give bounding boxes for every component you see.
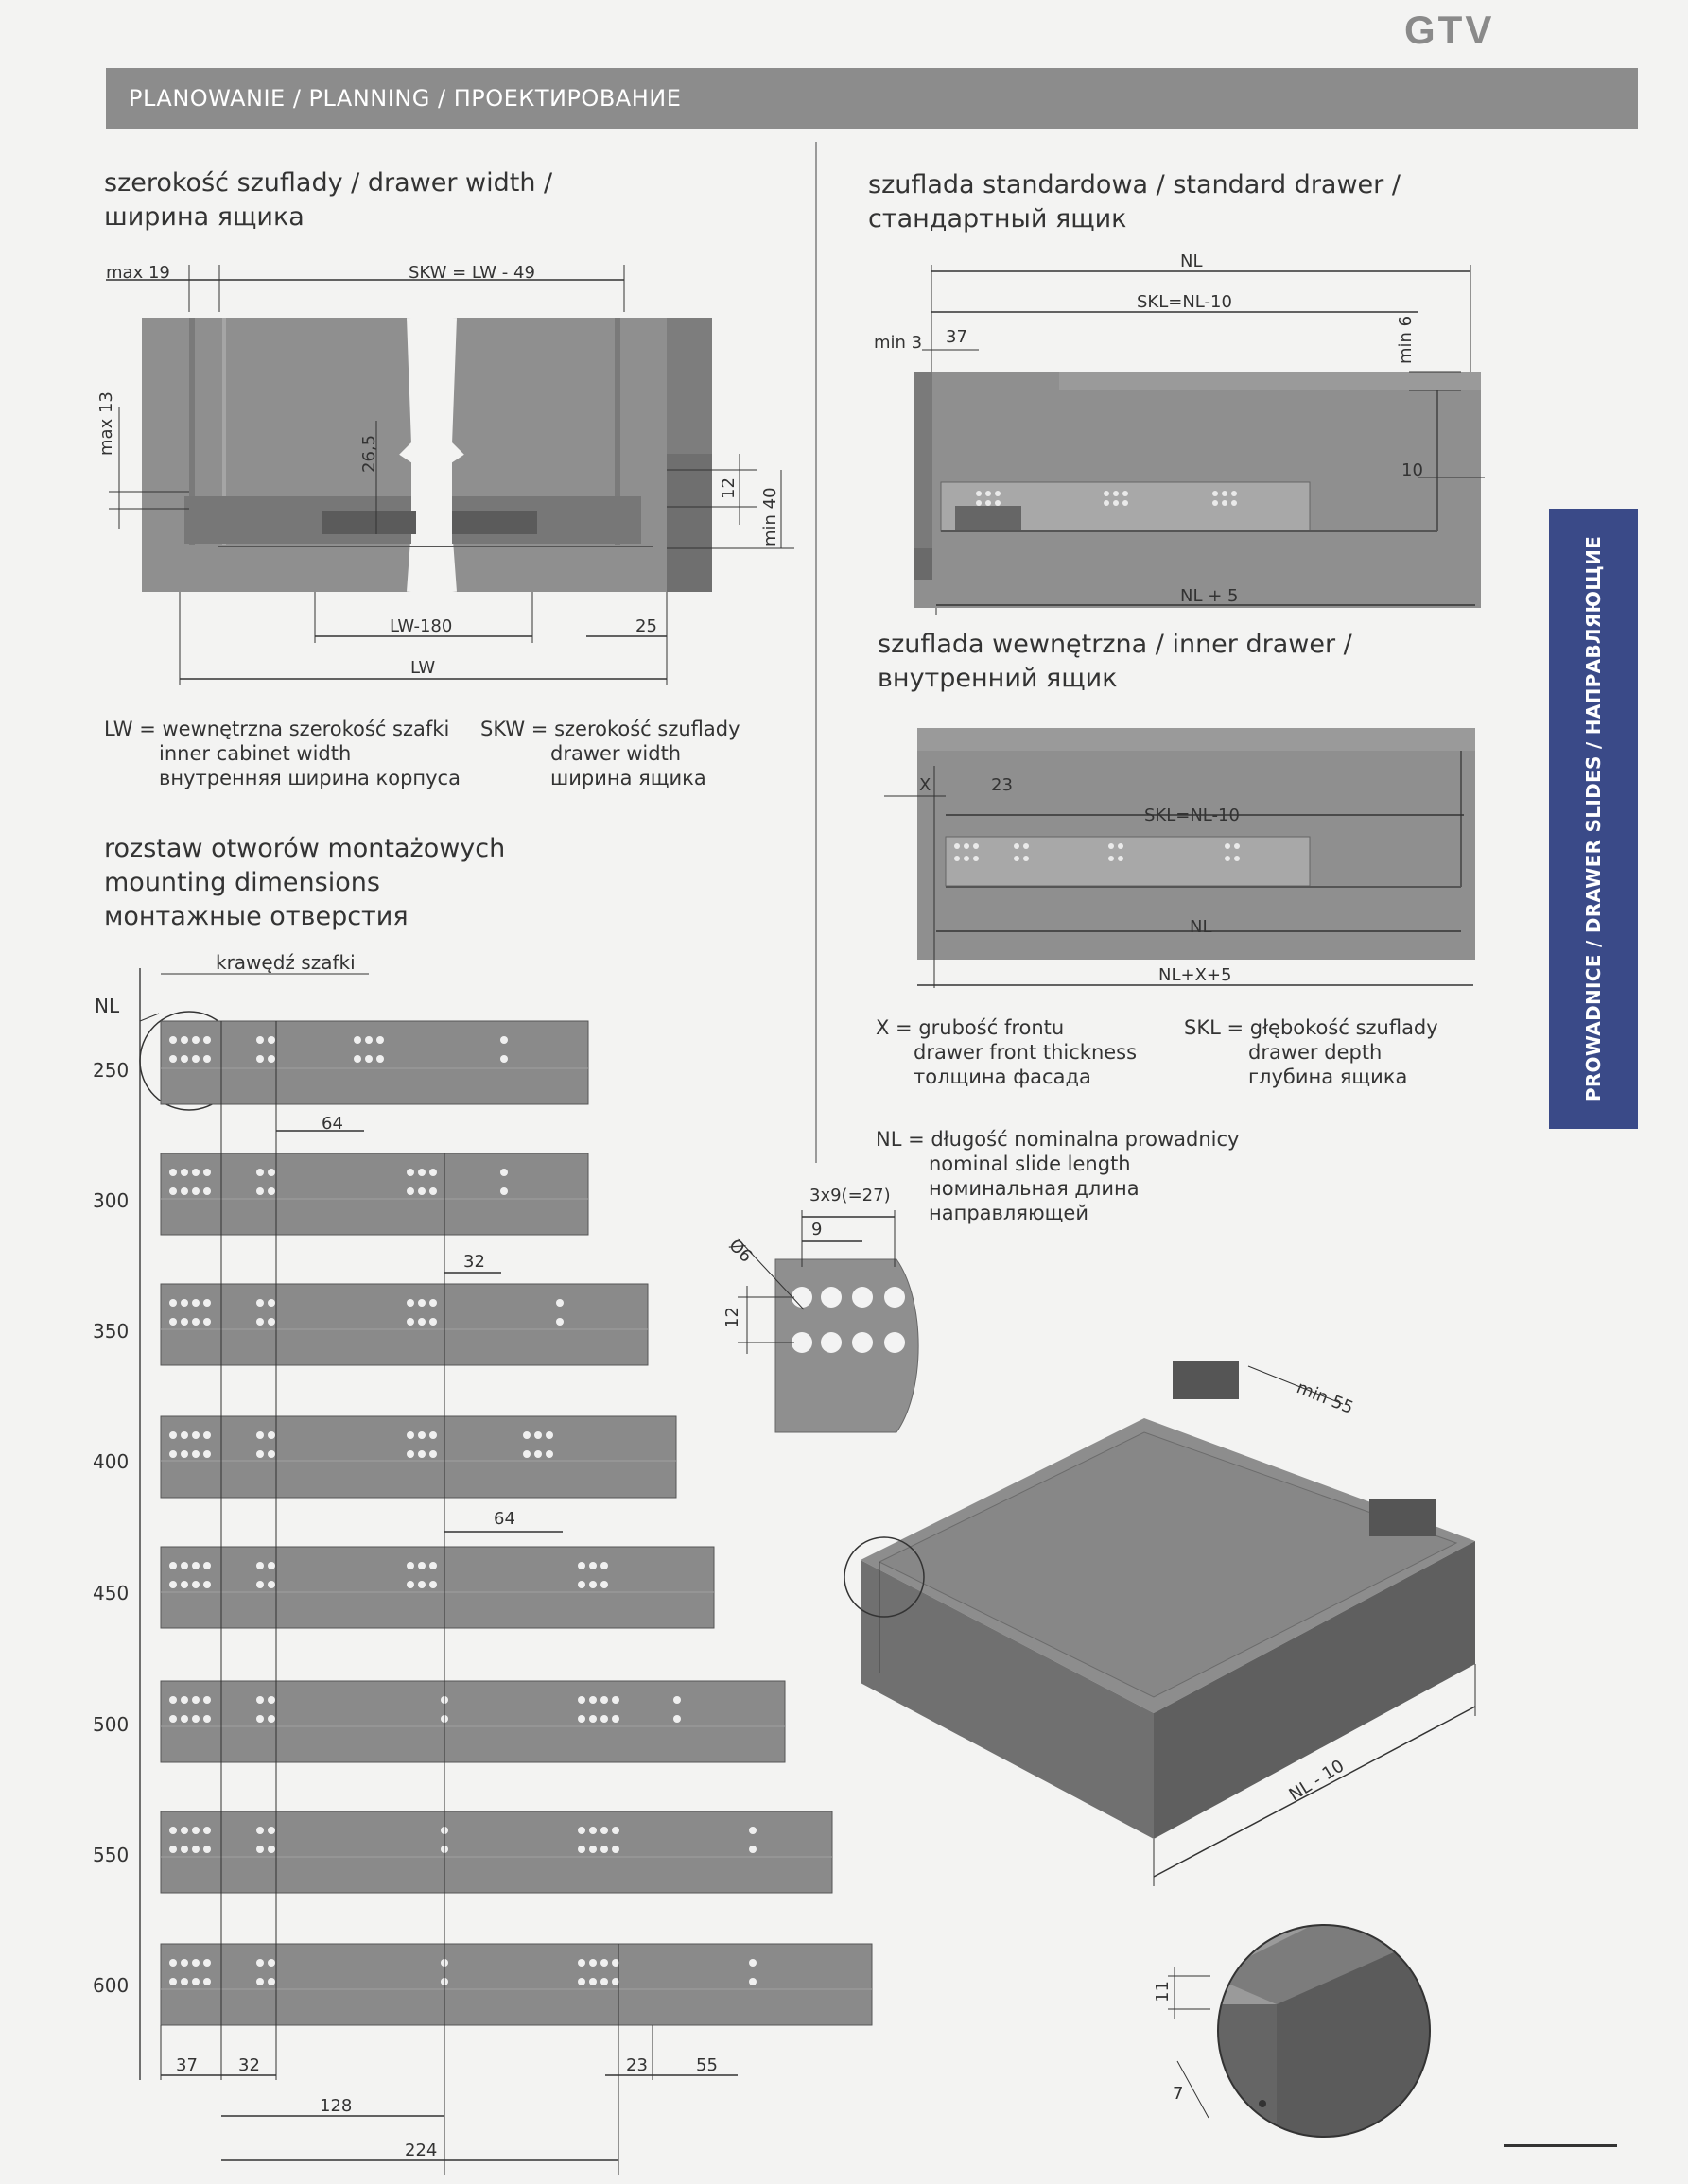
dim-mount-37: 37: [176, 2055, 198, 2075]
legend-nl-line2: nominal slide length: [929, 1153, 1131, 1175]
dim-mount-32b: 32: [238, 2055, 260, 2075]
mounting-heading-line1: rozstaw otworów montażowych: [104, 834, 506, 863]
nl-size-500: 500: [93, 1713, 130, 1736]
legend-nl-line3: номинальная длина: [929, 1177, 1140, 1200]
standard-drawer-heading-line1: szuflada standardowa / standard drawer /: [868, 170, 1401, 199]
cabinet-edge-label: krawędź szafki: [216, 951, 356, 974]
nl-size-250: 250: [93, 1059, 130, 1082]
legend-lw-line3: внутренняя ширина корпуса: [159, 767, 461, 789]
dim-std-nl: NL: [1180, 251, 1203, 271]
legend-skw-line2: drawer width: [550, 742, 682, 765]
dim-mount-128: 128: [320, 2096, 353, 2116]
dim-std-skl: SKL=NL-10: [1137, 292, 1232, 312]
dim-skw: SKW = LW - 49: [409, 263, 535, 283]
dim-mount-23: 23: [626, 2055, 648, 2075]
dim-mount-55: 55: [696, 2055, 718, 2075]
legend-skl-line1: SKL = głębokość szuflady: [1184, 1016, 1438, 1039]
nl-size-600: 600: [93, 1974, 130, 1997]
nl-size-300: 300: [93, 1189, 130, 1212]
dim-lw180: LW-180: [390, 616, 453, 636]
inner-drawer-heading-line2: внутренний ящик: [878, 664, 1118, 693]
dim-detail-12: 12: [722, 1307, 742, 1328]
dim-lw: LW: [410, 658, 436, 678]
dim-corner-11: 11: [1153, 1981, 1173, 2002]
dim-corner-7: 7: [1173, 2084, 1184, 2104]
side-tab: [1549, 509, 1638, 1129]
legend-skw-line3: ширина ящика: [550, 767, 706, 789]
legend-x-line2: drawer front thickness: [914, 1041, 1138, 1064]
dim-detail-9: 9: [811, 1220, 823, 1239]
legend-x-line3: толщина фасада: [914, 1066, 1091, 1088]
dim-max19: max 19: [106, 263, 170, 283]
gtv-logo: GTV: [1404, 8, 1495, 52]
legend-skw-line1: SKW = szerokość szuflady: [480, 718, 740, 740]
dim-min6: min 6: [1396, 315, 1416, 364]
dim-26-5: 26,5: [359, 434, 379, 473]
legend-skl-line3: глубина ящика: [1248, 1066, 1408, 1088]
legend-x-line1: X = grubość frontu: [876, 1016, 1065, 1039]
section-header: PLANOWANIE / PLANNING / ПРОЕКТИРОВАНИЕ: [106, 68, 1638, 129]
nl-size-350: 350: [93, 1320, 130, 1343]
dim-min40: min 40: [760, 487, 780, 546]
inner-drawer-heading-line1: szuflada wewnętrzna / inner drawer /: [878, 630, 1352, 659]
dim-mount-32: 32: [463, 1252, 485, 1272]
standard-drawer-heading-line2: стандартный ящик: [868, 204, 1127, 234]
dim-mount-64a: 64: [322, 1114, 343, 1134]
side-tab-label: PROWADNICE / DRAWER SLIDES / НАПРАВЛЯЮЩИЕ: [1582, 535, 1605, 1102]
mounting-heading-line3: монтажные отверстия: [104, 902, 409, 931]
mounting-heading-line2: mounting dimensions: [104, 868, 380, 897]
dim-diameter-6: Ø6: [724, 1235, 757, 1267]
dim-max13: max 13: [96, 391, 116, 456]
dim-12: 12: [719, 477, 739, 499]
dim-inner-23: 23: [991, 775, 1013, 795]
dim-3x9: 3x9(=27): [809, 1186, 891, 1205]
legend-skl-line2: drawer depth: [1248, 1041, 1383, 1064]
legend-nl-line4: направляющей: [929, 1202, 1088, 1224]
dim-nl5: NL + 5: [1180, 586, 1239, 606]
dim-x: X: [919, 775, 931, 795]
dim-min55: min 55: [1294, 1378, 1357, 1419]
drawer-width-heading-line1: szerokość szuflady / drawer width /: [104, 168, 553, 198]
dim-25: 25: [635, 616, 657, 636]
dim-mount-64b: 64: [494, 1509, 515, 1529]
dim-mount-224: 224: [405, 2141, 438, 2160]
nl-size-550: 550: [93, 1844, 130, 1866]
dim-inner-nl: NL: [1190, 917, 1212, 937]
nl-size-450: 450: [93, 1582, 130, 1604]
dim-inner-skl: SKL=NL-10: [1144, 806, 1240, 825]
legend-nl-line1: NL = długość nominalna prowadnicy: [876, 1128, 1240, 1151]
dim-std-37: 37: [946, 327, 967, 347]
drawer-width-heading-line2: ширина ящика: [104, 202, 305, 232]
page-end-rule: [1504, 2144, 1617, 2147]
nl-column-header: NL: [95, 995, 120, 1017]
nl-size-400: 400: [93, 1450, 130, 1473]
dim-min3: min 3: [874, 333, 923, 353]
dim-nlx5: NL+X+5: [1158, 965, 1232, 985]
dim-nl10: NL - 10: [1285, 1756, 1349, 1806]
dim-std-10: 10: [1401, 460, 1423, 480]
legend-lw-line1: LW = wewnętrzna szerokość szafki: [104, 718, 450, 740]
legend-lw-line2: inner cabinet width: [159, 742, 352, 765]
